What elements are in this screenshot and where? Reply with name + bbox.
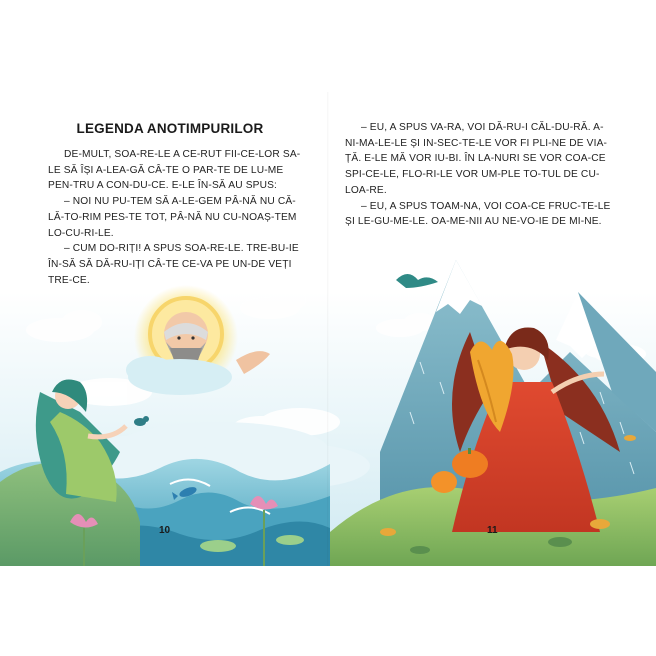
paragraph: – EU, A SPUS VA-RA, VOI DĂ-RU-I CĂL-DU-RĂ. A-NI-MA-LE-LE ȘI IN-SEC-TE-LE VOR FI PLI-NE DE VIA-ȚĂ. E-LE MĂ VOR IU-BI. ÎN LA-NURI SE VOR COA-CE SPI-CE-LE, FLO-RI-LE VOR UM-PLE TO-TUL DE CU-LOA-RE. [345, 122, 608, 196]
story-title: LEGENDA ANOTIMPURILOR [76, 121, 264, 136]
paragraph: DE-MULT, SOA-RE-LE A CE-RUT FII-CE-LOR SA-LE SĂ ÎȘI A-LEA-GĂ CÂ-TE O PAR-TE DE LU-ME PEN-TRU A CON-DU-CE. E-LE ÎN-SĂ AU SPUS: [48, 149, 301, 192]
page-gutter [327, 92, 329, 566]
page-number-right: 11 [487, 525, 498, 536]
left-page-text [48, 147, 310, 288]
paragraph: – CUM DO-RIȚI! A SPUS SOA-RE-LE. TRE-BU-IE ÎN-SĂ SĂ DĂ-RU-IȚI CÂ-TE CE-VA PE UN-DE VEȚI TRE-CE. [48, 243, 299, 286]
right-page-text [345, 120, 615, 230]
bird-icon [396, 274, 438, 288]
book-spread [0, 92, 656, 566]
paragraph: – EU, A SPUS TOAM-NA, VOI COA-CE FRUC-TE-LE ȘI LE-GU-ME-LE. OA-ME-NII AU NE-VO-IE DE MI-NE. [345, 200, 611, 228]
paragraph: – NOI NU PU-TEM SĂ A-LE-GEM PÂ-NĂ NU CĂ-LĂ-TO-RIM PES-TE TOT, PÂ-NĂ NU CU-NOAȘ-TEM LO-CU-RI-LE. [48, 196, 297, 239]
page-number-left: 10 [159, 525, 171, 536]
